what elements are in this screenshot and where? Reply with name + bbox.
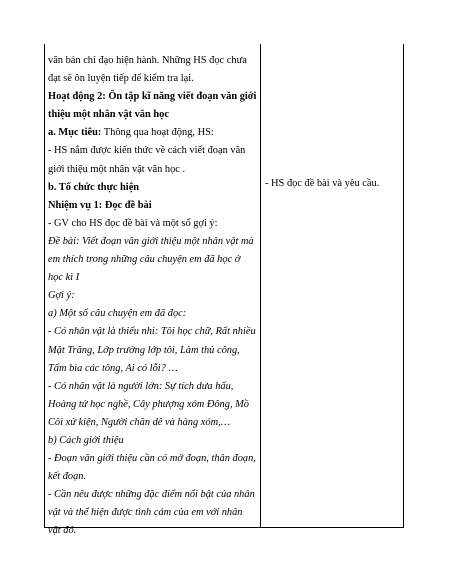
hint-line: - Đoạn văn giới thiệu cần có mở đoạn, thân đoạn,	[48, 453, 256, 465]
hint-heading: Gợi ý:	[48, 290, 75, 302]
hint-line: - Có nhân vật là người lớn: Sự tích dưa hấu,	[48, 380, 234, 392]
organization-heading: b. Tổ chức thực hiện	[48, 181, 140, 193]
task-heading: Nhiệm vụ 1: Đọc đề bài	[48, 199, 152, 211]
table-border-middle	[260, 44, 261, 528]
student-response: - HS đọc đề bài và yêu cầu.	[265, 178, 380, 189]
hint-line: b) Cách giới thiệu	[48, 434, 124, 446]
text-line: đạt sẽ ôn luyện tiếp để kiểm tra lại.	[48, 73, 194, 85]
text-line: - GV cho HS đọc đề bài và một số gợi ý:	[48, 217, 218, 229]
hint-line: Tấm bìa các tông, Ai có lỗi? …	[48, 362, 178, 374]
table-border-right	[403, 44, 404, 528]
prompt-line: học kì I	[48, 272, 80, 284]
hint-line: - Có nhân vật là thiếu nhi: Tôi học chữ, Rất nhiều	[48, 326, 256, 338]
hint-line: kết đoạn.	[48, 471, 87, 483]
activity-heading: Hoạt động 2: Ôn tập kĩ năng viết đoạn văn giới	[48, 91, 257, 103]
hint-line: vật đó.	[48, 525, 77, 537]
hint-line: - Cần nêu được những đặc điểm nổi bật của nhân	[48, 489, 255, 501]
hint-line: Mặt Trăng, Lớp trưởng lớp tôi, Làm thủ công,	[48, 344, 240, 356]
text-line: văn bản chỉ đạo hiện hành. Những HS đọc chưa	[48, 55, 247, 66]
hint-line: Côi xử kiện, Người chăn dê và hàng xóm,…	[48, 416, 230, 428]
activity-heading-cont: thiệu một nhân vật văn học	[48, 109, 169, 121]
table-border-left	[44, 44, 45, 528]
text-line: giới thiệu một nhân vật văn học .	[48, 163, 186, 175]
hint-line: Hoàng tử học nghề, Cây phượng xóm Đông, Mồ	[48, 398, 249, 410]
objective-label: a. Mục tiêu:	[48, 127, 102, 139]
objective-text: Thông qua hoạt động, HS:	[101, 127, 214, 139]
teacher-activity-cell	[48, 52, 258, 541]
prompt-line: em thích trong những câu chuyện em đã học ở	[48, 254, 241, 266]
student-activity-cell	[265, 175, 401, 193]
objective-line	[48, 124, 258, 142]
prompt-line: Đề bài: Viết đoạn văn giới thiệu một nhân vật mà	[48, 235, 254, 247]
hint-line: vật và thể hiện được tình cảm của em với nhân	[48, 507, 243, 519]
hint-line: a) Một số câu chuyện em đã đọc:	[48, 308, 187, 320]
text-line: - HS nắm được kiến thức về cách viết đoạn văn	[48, 145, 246, 157]
